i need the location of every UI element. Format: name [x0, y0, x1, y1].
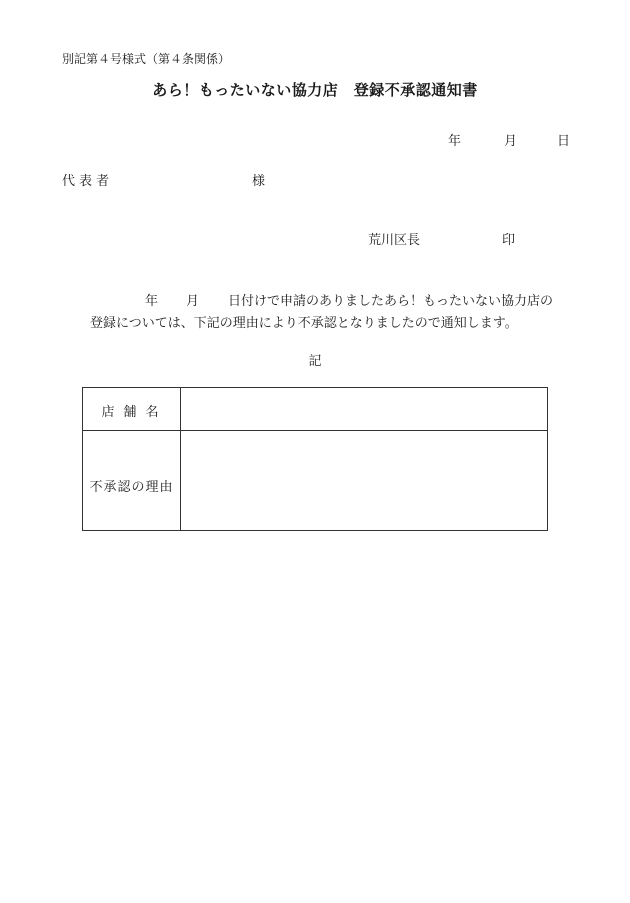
form-number: 別記第４号様式（第４条関係）: [62, 52, 231, 66]
table-row-divider: [83, 430, 547, 431]
recipient-honorific: 様: [252, 174, 266, 189]
store-name-label: 店舗名: [101, 405, 168, 420]
document-title: あら！もったいない協力店 登録不承認通知書: [152, 81, 478, 99]
body-text-line-1: 日付けで申請のありましたあら！もったいない協力店の: [228, 294, 554, 309]
reason-label: 不承認の理由: [89, 480, 174, 495]
ki-heading: 記: [308, 354, 322, 369]
body-month-label: 月: [186, 294, 200, 309]
issuer-title: 荒川区長: [368, 233, 421, 248]
detail-table: [82, 387, 548, 531]
table-column-divider: [180, 388, 181, 530]
date-year-label: 年: [448, 134, 462, 149]
recipient-label: 代表者: [62, 174, 114, 189]
date-month-label: 月: [504, 134, 518, 149]
date-day-label: 日: [557, 134, 571, 149]
issuer-seal-mark: 印: [502, 233, 516, 248]
body-text-line-2: 登録については、下記の理由により不承認となりましたので通知します。: [90, 316, 518, 331]
body-year-label: 年: [145, 294, 159, 309]
